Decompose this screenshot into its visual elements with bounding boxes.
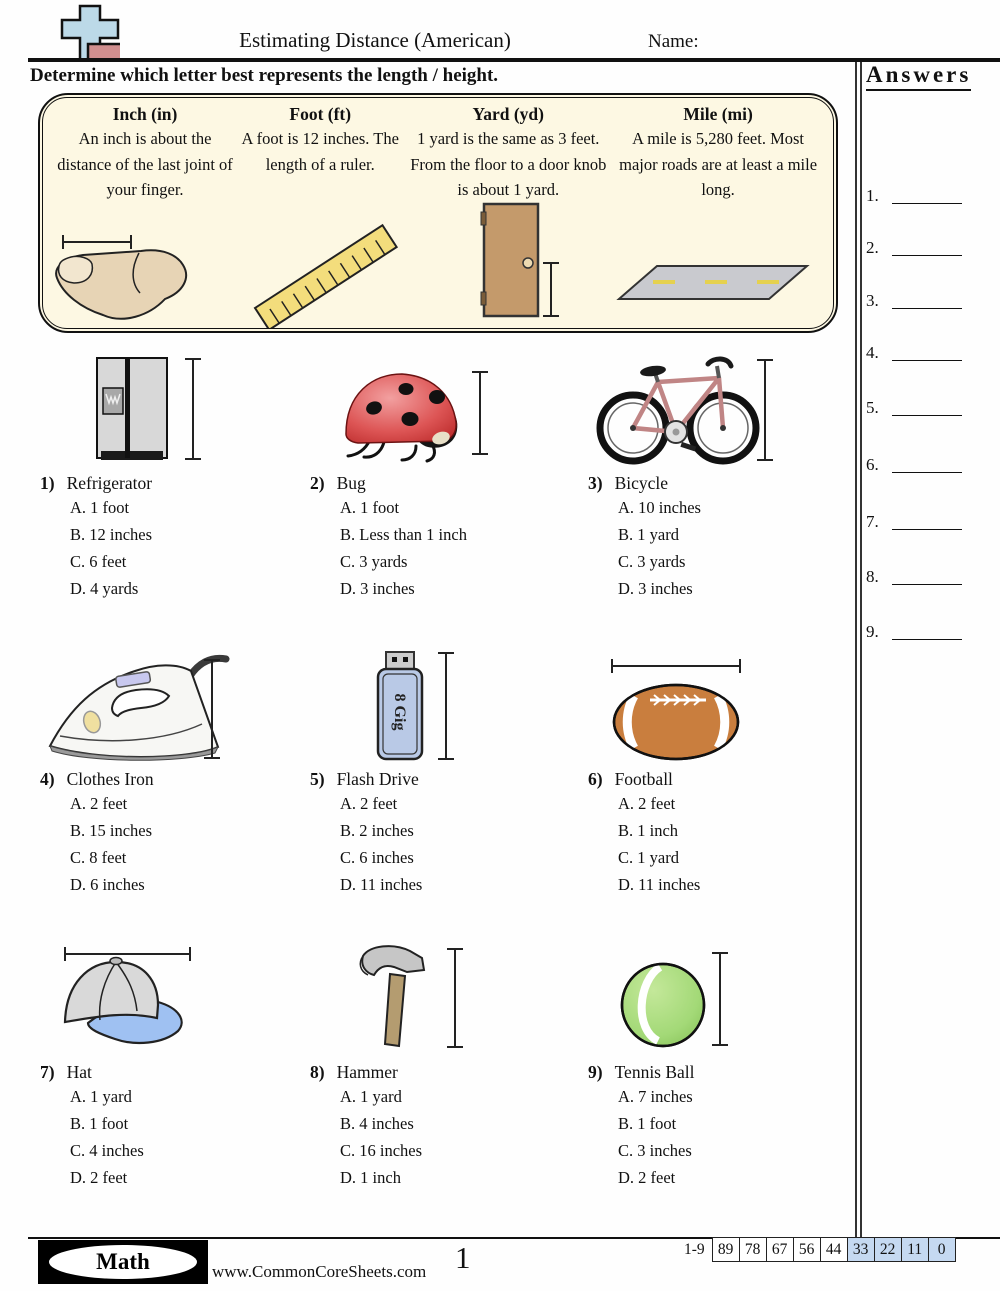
- answer-row: [866, 453, 996, 475]
- question-3: [588, 352, 850, 602]
- measure-line-vertical: [543, 263, 559, 316]
- option-b[interactable]: B. Less than 1 inch: [340, 525, 467, 544]
- question-5: [310, 648, 578, 898]
- question-9: [588, 941, 850, 1191]
- question-title: Bicycle: [614, 473, 669, 493]
- score-cell: 56: [793, 1237, 821, 1262]
- option-d[interactable]: D. 11 inches: [340, 875, 423, 894]
- unit-inch-name: Inch (in): [112, 104, 178, 124]
- option-a[interactable]: A. 1 yard: [70, 1087, 132, 1106]
- answer-row: [866, 510, 996, 532]
- answer-number: 3.: [866, 291, 879, 310]
- option-d[interactable]: D. 3 inches: [618, 579, 693, 598]
- option-d[interactable]: D. 3 inches: [340, 579, 415, 598]
- option-d[interactable]: D. 2 feet: [618, 1168, 676, 1187]
- answer-row: [866, 236, 996, 258]
- question-title: Hat: [66, 1062, 92, 1082]
- option-c[interactable]: C. 6 feet: [70, 552, 127, 571]
- question-6: [588, 648, 850, 898]
- question-title: Bug: [336, 473, 366, 493]
- score-cell: 22: [874, 1237, 902, 1262]
- answer-blank-6[interactable]: [892, 472, 962, 473]
- question-7: [40, 941, 302, 1191]
- measure-line-vertical: [472, 372, 488, 454]
- option-c[interactable]: C. 3 yards: [340, 552, 408, 571]
- page-title: Estimating Distance (American): [239, 28, 511, 52]
- score-range-label: 1-9: [684, 1240, 705, 1258]
- option-b[interactable]: B. 1 inch: [618, 821, 679, 840]
- question-title: Refrigerator: [66, 473, 153, 493]
- option-a[interactable]: A. 10 inches: [618, 498, 701, 517]
- ruler-icon: [255, 225, 397, 328]
- answers-title: Answers: [866, 62, 971, 91]
- unit-foot-name: Foot (ft): [289, 104, 352, 124]
- option-c[interactable]: C. 3 inches: [618, 1141, 692, 1160]
- answer-number: 5.: [866, 398, 879, 417]
- option-b[interactable]: B. 12 inches: [70, 525, 153, 544]
- question-number: 8): [310, 1062, 325, 1082]
- answers-panel: [866, 62, 996, 641]
- question-title: Hammer: [336, 1062, 398, 1082]
- option-d[interactable]: D. 1 inch: [340, 1168, 401, 1187]
- units-info-box-inner: [42, 97, 834, 329]
- answer-blank-7[interactable]: [892, 529, 962, 530]
- unit-foot-description: A foot is 12 inches. The length of a ruler.: [241, 129, 399, 174]
- option-a[interactable]: A. 2 feet: [340, 794, 398, 813]
- units-info-box: [38, 93, 838, 333]
- road-icon: [619, 266, 807, 299]
- score-cell: 89: [712, 1237, 740, 1262]
- measure-line-vertical: [712, 953, 728, 1045]
- option-d[interactable]: D. 4 yards: [70, 579, 139, 598]
- option-a[interactable]: A. 7 inches: [618, 1087, 693, 1106]
- option-a[interactable]: A. 1 foot: [70, 498, 130, 517]
- answer-number: 2.: [866, 238, 879, 257]
- answer-number: 4.: [866, 343, 879, 362]
- clothes-iron-image: [40, 648, 302, 766]
- instruction-text: Determine which letter best represents the length / height.: [30, 65, 499, 86]
- hammer-image: [310, 941, 578, 1059]
- question-1: [40, 352, 302, 602]
- name-label: Name:: [648, 31, 699, 52]
- option-b[interactable]: B. 15 inches: [70, 821, 153, 840]
- answer-row: [866, 341, 996, 363]
- score-cell: 33: [847, 1237, 875, 1262]
- math-brand-label: Math: [49, 1245, 197, 1279]
- answer-number: 8.: [866, 567, 879, 586]
- option-b[interactable]: B. 1 foot: [70, 1114, 129, 1133]
- option-b[interactable]: B. 1 foot: [618, 1114, 677, 1133]
- football-image: [588, 648, 850, 766]
- score-cell: 78: [739, 1237, 767, 1262]
- option-a[interactable]: A. 2 feet: [618, 794, 676, 813]
- question-2: [310, 352, 578, 602]
- question-number: 5): [310, 769, 325, 789]
- unit-mile-description: A mile is 5,280 feet. Most major roads are at least a mile long.: [619, 129, 818, 200]
- measure-line-horizontal: [65, 947, 190, 961]
- measure-line-horizontal: [612, 659, 740, 673]
- answer-blank-4[interactable]: [892, 360, 962, 361]
- option-c[interactable]: C. 6 inches: [340, 848, 414, 867]
- answer-blank-2[interactable]: [892, 255, 962, 256]
- bug-image: [310, 352, 578, 470]
- answer-number: 6.: [866, 455, 879, 474]
- bicycle-image: [588, 352, 850, 470]
- answer-row: [866, 565, 996, 587]
- option-d[interactable]: D. 6 inches: [70, 875, 145, 894]
- unit-yard-description: 1 yard is the same as 3 feet. From the floor to a door knob is about 1 yard.: [410, 129, 607, 200]
- answer-blank-9[interactable]: [892, 639, 962, 640]
- tennis-ball-image: [588, 941, 850, 1059]
- question-number: 4): [40, 769, 55, 789]
- answers-divider-line: [860, 62, 862, 1238]
- answer-blank-1[interactable]: [892, 203, 962, 204]
- score-cell: 44: [820, 1237, 848, 1262]
- option-c[interactable]: C. 4 inches: [70, 1141, 144, 1160]
- option-d[interactable]: D. 2 feet: [70, 1168, 128, 1187]
- answer-row: [866, 289, 996, 311]
- question-number: 1): [40, 473, 55, 493]
- answer-number: 1.: [866, 186, 879, 205]
- answer-blank-3[interactable]: [892, 308, 962, 309]
- option-a[interactable]: A. 2 feet: [70, 794, 128, 813]
- door-icon: [481, 204, 559, 316]
- question-number: 7): [40, 1062, 55, 1082]
- question-number: 6): [588, 769, 603, 789]
- unit-yard-name: Yard (yd): [472, 104, 544, 124]
- question-number: 2): [310, 473, 325, 493]
- unit-inch-description: An inch is about the distance of the last joint of your finger.: [57, 129, 233, 200]
- option-a[interactable]: A. 1 yard: [340, 1087, 402, 1106]
- measure-line-vertical: [447, 949, 463, 1047]
- answer-blank-5[interactable]: [892, 415, 962, 416]
- answer-row: [866, 396, 996, 418]
- question-number: 3): [588, 473, 603, 493]
- measure-line-vertical: [438, 653, 454, 759]
- score-cell: 11: [901, 1237, 929, 1262]
- answer-number: 7.: [866, 512, 879, 531]
- website-url: www.CommonCoreSheets.com: [212, 1262, 427, 1281]
- unit-mile-name: Mile (mi): [683, 104, 753, 124]
- question-8: [310, 941, 578, 1191]
- answer-row: [866, 620, 996, 642]
- refrigerator-image: [40, 352, 302, 470]
- measure-line-vertical: [757, 360, 773, 460]
- question-title: Flash Drive: [336, 769, 419, 789]
- question-number: 9): [588, 1062, 603, 1082]
- option-c[interactable]: C. 1 yard: [618, 848, 679, 867]
- score-cell: 67: [766, 1237, 794, 1262]
- option-b[interactable]: B. 1 yard: [618, 525, 679, 544]
- option-c[interactable]: C. 3 yards: [618, 552, 686, 571]
- hat-image: [40, 941, 302, 1059]
- score-cell: 0: [928, 1237, 956, 1262]
- option-c[interactable]: C. 8 feet: [70, 848, 127, 867]
- option-d[interactable]: D. 11 inches: [618, 875, 701, 894]
- math-brand-box: [38, 1240, 208, 1284]
- page-number: 1: [455, 1240, 471, 1275]
- option-b[interactable]: B. 2 inches: [340, 821, 414, 840]
- answer-number: 9.: [866, 622, 879, 641]
- question-title: Football: [614, 769, 673, 789]
- question-4: [40, 648, 302, 898]
- answer-blank-8[interactable]: [892, 584, 962, 585]
- measure-line-vertical: [185, 359, 201, 459]
- score-table: [684, 1237, 956, 1262]
- answer-row: [866, 184, 996, 206]
- option-c[interactable]: C. 16 inches: [340, 1141, 423, 1160]
- question-title: Tennis Ball: [614, 1062, 695, 1082]
- flash-drive-image: [310, 648, 578, 766]
- finger-icon: [56, 235, 186, 319]
- question-title: Clothes Iron: [66, 769, 154, 789]
- option-b[interactable]: B. 4 inches: [340, 1114, 414, 1133]
- option-a[interactable]: A. 1 foot: [340, 498, 400, 517]
- flash-drive-label: 8 Gig: [391, 693, 408, 731]
- answers-divider-line: [855, 62, 857, 1238]
